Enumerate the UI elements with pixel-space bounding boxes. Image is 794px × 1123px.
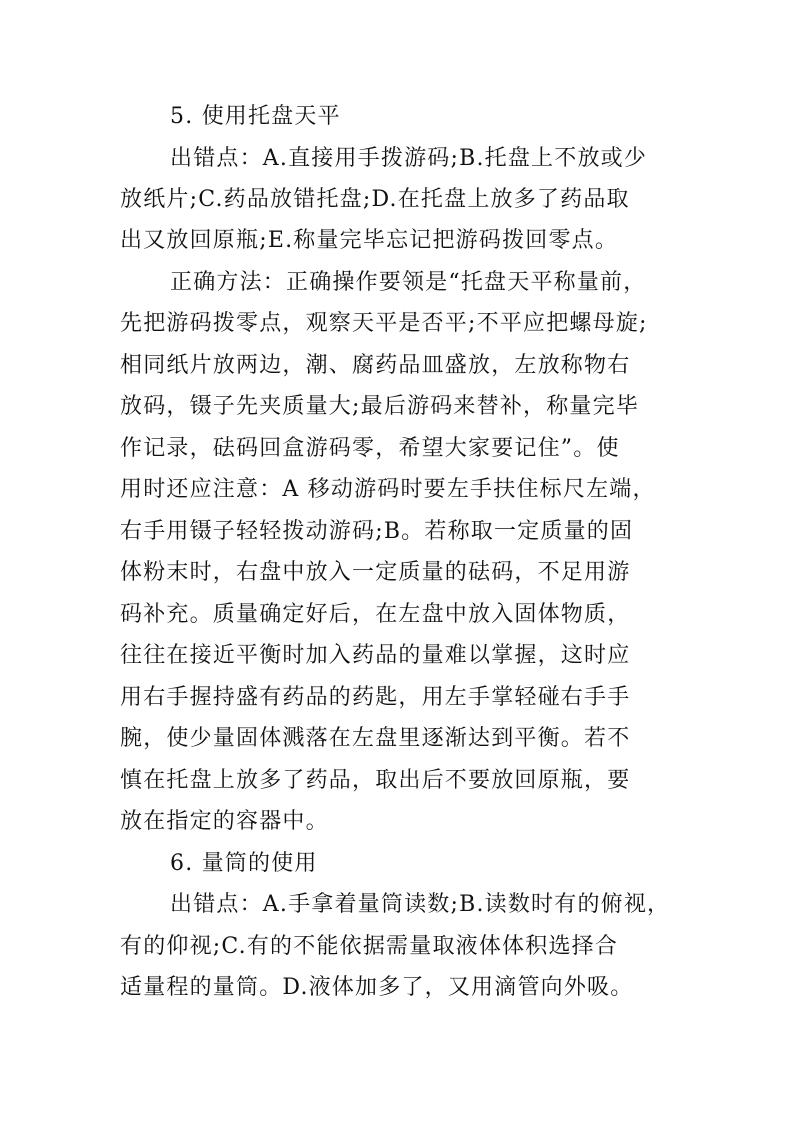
paragraph-line: 腕，使少量固体溅落在左盘里逐渐达到平衡。若不 [120, 726, 631, 751]
section-heading-5: 5. 使用托盘天平 [170, 104, 341, 129]
paragraph-line: 相同纸片放两边，潮、腐药品皿盛放，左放称物右 [120, 353, 631, 378]
paragraph-line: 正确方法：正确操作要领是“托盘天平称量前， [170, 270, 647, 295]
paragraph-line: 慎在托盘上放多了药品，取出后不要放回原瓶，要 [120, 768, 631, 793]
section-heading-6: 6. 量筒的使用 [170, 851, 318, 876]
paragraph-line: 放码，镊子先夹质量大;最后游码来替补，称量完毕 [120, 394, 640, 419]
paragraph-line: 出错点：A.直接用手拨游码;B.托盘上不放或少 [170, 146, 648, 171]
paragraph-line: 先把游码拨零点，观察天平是否平;不平应把螺母旋; [120, 311, 648, 336]
paragraph-line: 体粉末时，右盘中放入一定质量的砝码，不足用游 [120, 560, 631, 585]
paragraph-line: 作记录，砝码回盒游码零，希望大家要记住”。使 [120, 436, 620, 461]
paragraph-line: 适量程的量筒。D.液体加多了，又用滴管向外吸。 [120, 975, 634, 1000]
paragraph-line: 放在指定的容器中。 [120, 809, 329, 834]
paragraph-line: 往往在接近平衡时加入药品的量难以掌握，这时应 [120, 643, 631, 668]
paragraph-line: 出又放回原瓶;E.称量完毕忘记把游码拨回零点。 [120, 228, 619, 253]
paragraph-line: 有的仰视;C.有的不能依据需量取液体体积选择合 [120, 934, 619, 959]
paragraph-line: 放纸片;C.药品放错托盘;D.在托盘上放多了药品取 [120, 187, 630, 212]
paragraph-line: 码补充。质量确定好后，在左盘中放入固体物质， [120, 602, 631, 627]
paragraph-line: 用时还应注意：A 移动游码时要左手扶住标尺左端， [120, 477, 656, 502]
paragraph-line: 出错点：A.手拿着量筒读数;B.读数时有的俯视， [170, 892, 671, 917]
paragraph-line: 右手用镊子轻轻拨动游码;B。若称取一定质量的固 [120, 519, 634, 544]
paragraph-line: 用右手握持盛有药品的药匙，用左手掌轻碰右手手 [120, 685, 631, 710]
